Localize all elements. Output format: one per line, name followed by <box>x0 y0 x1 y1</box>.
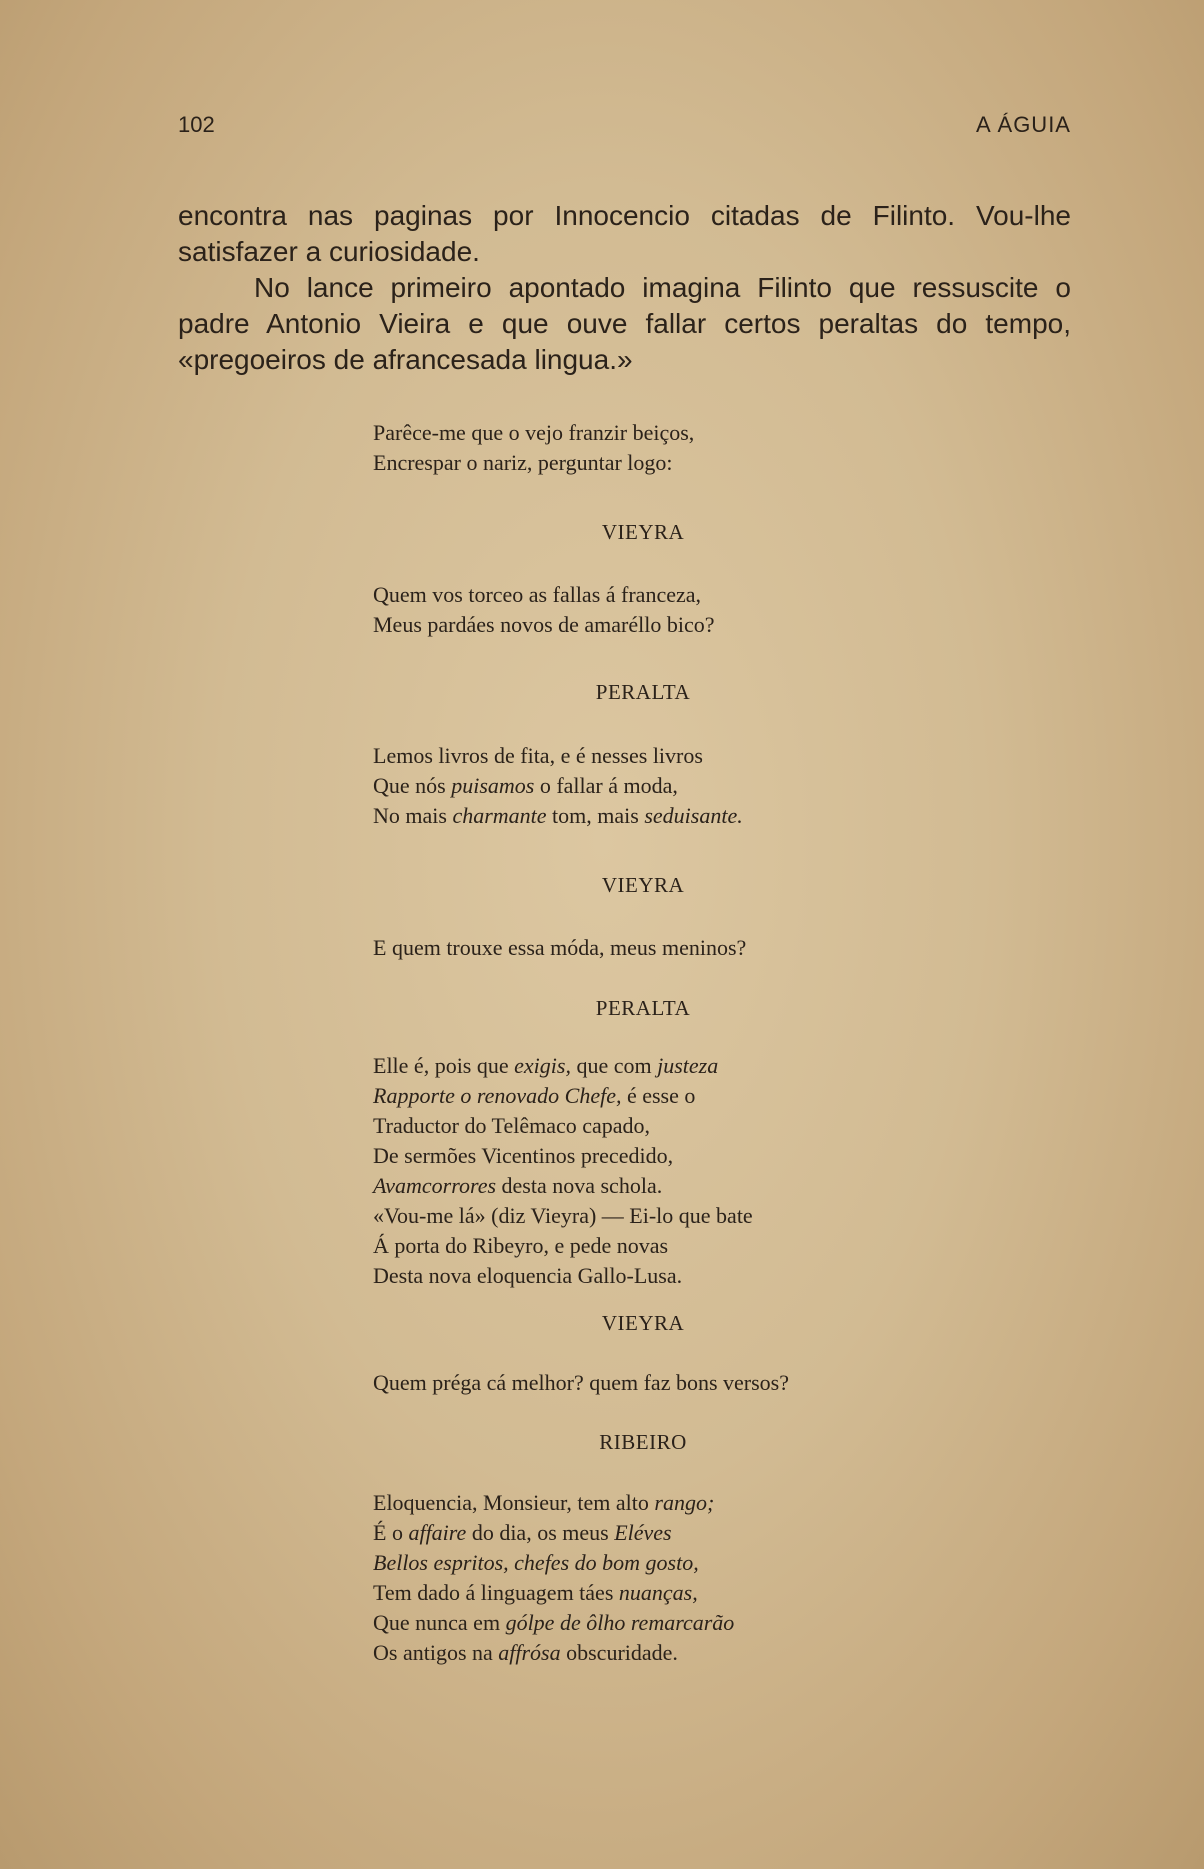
verse-block <box>373 1368 893 1398</box>
verse-line: Quem préga cá melhor? quem faz bons versos? <box>373 1370 790 1395</box>
paragraph: encontra nas paginas por Innocencio citadas de Filinto. Vou-lhe satisfazer a curiosidade. <box>178 200 1071 267</box>
verse-line <box>373 1518 893 1548</box>
verse-text: obscuridade. <box>560 1640 678 1665</box>
verse-line: De sermões Vicentinos precedido, <box>373 1143 674 1168</box>
speaker-name: VIEYRA <box>601 873 685 897</box>
speaker-name: PERALTA <box>595 680 691 704</box>
italic-word: seduisante. <box>644 803 743 828</box>
verse-text: Os antigos na <box>373 1640 499 1665</box>
verse-text: Eloquencia, Monsieur, tem alto <box>373 1490 655 1515</box>
italic-word: rango; <box>654 1490 715 1515</box>
verse-text: que com <box>570 1053 658 1078</box>
verse-line <box>373 1548 893 1578</box>
italic-word: justeza <box>657 1053 719 1078</box>
verse-line <box>373 1638 893 1668</box>
verse-text: É o <box>373 1520 409 1545</box>
prose-text <box>178 198 1071 378</box>
verse-line: Encrespar o nariz, perguntar logo: <box>373 450 673 475</box>
running-title: A ÁGUIA <box>975 112 1071 137</box>
verse-text: tom, mais <box>546 803 645 828</box>
verse-text: No mais <box>373 803 453 828</box>
speaker-name: VIEYRA <box>601 520 685 544</box>
speaker-name: VIEYRA <box>601 1311 685 1335</box>
verse-line <box>373 1051 893 1081</box>
speaker-name: PERALTA <box>595 996 691 1020</box>
verse-line: E quem trouxe essa móda, meus meninos? <box>373 935 747 960</box>
speaker-name: RIBEIRO <box>599 1430 687 1454</box>
italic-word: charmante <box>452 803 547 828</box>
verse-line: Á porta do Ribeyro, e pede novas <box>373 1233 669 1258</box>
page-number: 102 <box>178 112 215 137</box>
verse-block <box>373 933 893 963</box>
verse-line <box>373 1081 893 1111</box>
verse-line: Traductor do Telêmaco capado, <box>373 1113 651 1138</box>
verse-line: Meus pardáes novos de amaréllo bico? <box>373 612 715 637</box>
italic-word: affaire <box>408 1520 467 1545</box>
italic-word: Eléves <box>614 1520 672 1545</box>
verse-block <box>373 1051 893 1291</box>
italic-word: nuanças, <box>618 1580 698 1605</box>
italic-word: puisamos <box>451 773 535 798</box>
verse-intro <box>373 418 893 478</box>
verse-line <box>373 801 893 831</box>
paragraph: No lance primeiro apontado imagina Filinto que ressuscite o padre Antonio Vieira e que ouve fallar certos peraltas do tempo, «pregoeiros de afrancesada lingua.» <box>178 272 1071 375</box>
verse-line <box>373 1171 893 1201</box>
verse-block <box>373 741 893 831</box>
italic-word: Rapporte o renovado Chefe, <box>373 1083 622 1108</box>
verse-block <box>373 580 893 640</box>
italic-word: gólpe de ôlho remarcarão <box>505 1610 735 1635</box>
verse-line: Quem vos torceo as fallas á franceza, <box>373 582 702 607</box>
verse-line <box>373 1608 893 1638</box>
verse-text: Elle é, pois que <box>373 1053 515 1078</box>
verse-text: o fallar á moda, <box>534 773 678 798</box>
italic-word: Avamcorrores <box>373 1173 497 1198</box>
verse-text: do dia, os meus <box>466 1520 615 1545</box>
verse-line: «Vou-me lá» (diz Vieyra) — Ei-lo que bate <box>373 1203 753 1228</box>
verse-line <box>373 771 893 801</box>
verse-line <box>373 1488 893 1518</box>
verse-line: Parêce-me que o vejo franzir beiços, <box>373 420 695 445</box>
verse-text: Que nunca em <box>373 1610 506 1635</box>
italic-word: affrósa <box>498 1640 561 1665</box>
verse-block <box>373 1488 893 1668</box>
italic-word: Bellos espritos, chefes do bom gosto, <box>373 1550 699 1575</box>
verse-text: é esse o <box>621 1083 696 1108</box>
italic-word: exigis, <box>514 1053 571 1078</box>
verse-text: desta nova schola. <box>496 1173 663 1198</box>
verse-line: Lemos livros de fita, e é nesses livros <box>373 743 703 768</box>
verse-line: Desta nova eloquencia Gallo-Lusa. <box>373 1263 683 1288</box>
verse-line <box>373 1578 893 1608</box>
verse-text: Tem dado á linguagem táes <box>373 1580 619 1605</box>
verse-text: Que nós <box>373 773 452 798</box>
